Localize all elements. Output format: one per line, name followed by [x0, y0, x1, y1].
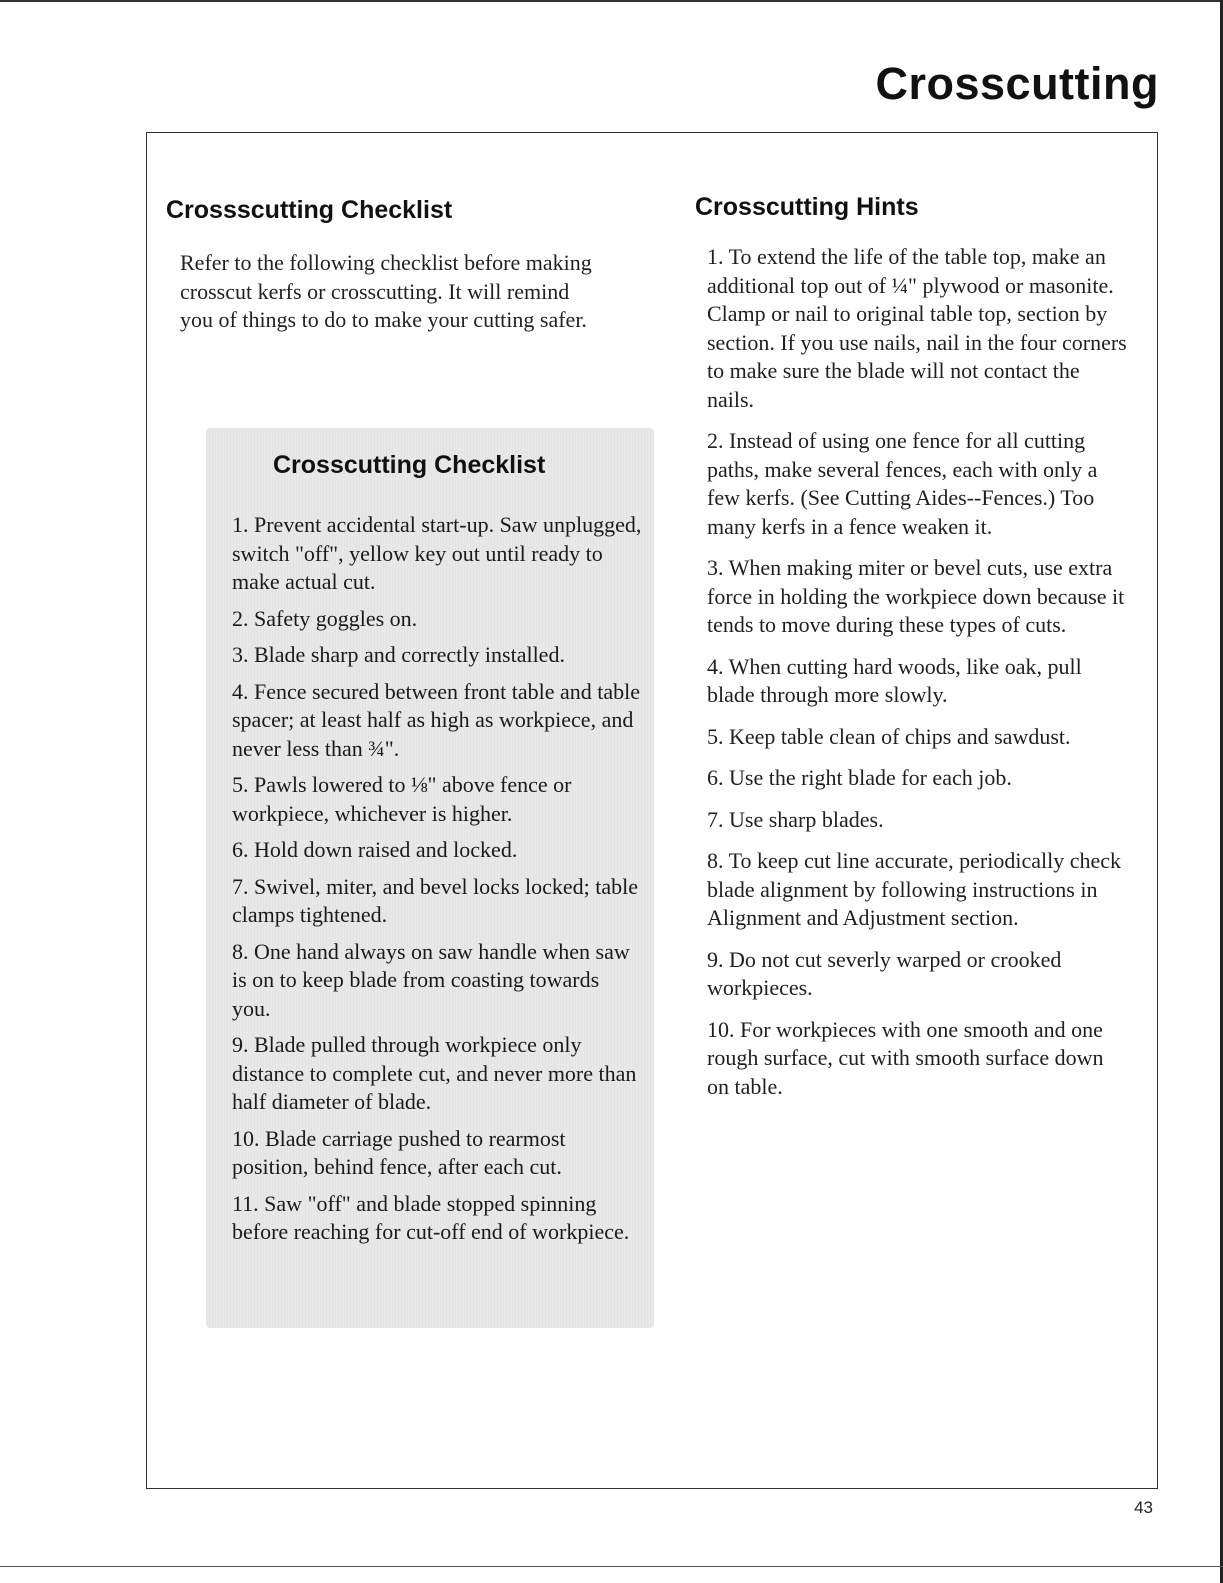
checklist-item: 2. Safety goggles on. — [232, 605, 418, 631]
hint-item: 3. When making miter or bevel cuts, use extra force in holding the workpiece down because it tends to move during these types of cuts. — [707, 555, 1125, 637]
hint-item: 10. For workpieces with one smooth and one rough surface, cut with smooth surface down on table. — [707, 1016, 1104, 1099]
checklist-item: 11. Saw "off" and blade stopped spinning before reaching for cut-off end of workpiece. — [232, 1190, 630, 1244]
hint-item: 2. Instead of using one fence for all cutting paths, make several fences, each with only a few kerfs. (See Cutting Aides--Fences.) Too many kerfs in a fence weaken it. — [707, 428, 1098, 539]
top-rule — [0, 0, 1223, 2]
hint-item: 7. Use sharp blades. — [707, 806, 884, 832]
hint-item: 9. Do not cut severly warped or crooked workpieces. — [707, 946, 1062, 1000]
hint-item: 6. Use the right blade for each job. — [707, 765, 1012, 790]
checklist-section-heading: Crossscutting Checklist — [166, 196, 453, 224]
checklist-item: 6. Hold down raised and locked. — [232, 837, 518, 862]
checklist-item: 9. Blade pulled through workpiece only distance to complete cut, and never more than half diameter of blade. — [232, 1032, 637, 1114]
checklist-item: 4. Fence secured between front table and table spacer; at least half as high as workpiece, and never less than ¾". — [232, 678, 641, 761]
hint-item: 1. To extend the life of the table top, make an additional top out of ¼" plywood or masonite. Clamp or nail to original table top, section by section. If you use nails, nail in the four corners to make sure the blade will not contact the nails. — [707, 244, 1127, 412]
hint-item: 8. To keep cut line accurate, periodically check blade alignment by following instructions in Alignment and Adjustment section. — [707, 848, 1122, 930]
hint-item: 4. When cutting hard woods, like oak, pull blade through more slowly. — [707, 653, 1082, 707]
checklist-item: 7. Swivel, miter, and bevel locks locked; table clamps tightened. — [232, 873, 639, 927]
hint-item: 5. Keep table clean of chips and sawdust. — [707, 723, 1071, 749]
checklist-item: 3. Blade sharp and correctly installed. — [232, 642, 565, 667]
page-title: Crosscutting — [875, 58, 1159, 109]
checklist-item: 8. One hand always on saw handle when saw is on to keep blade from coasting towards you. — [232, 938, 630, 1021]
checklist-box-title: Crosscutting Checklist — [273, 451, 546, 479]
hints-section-heading: Crosscutting Hints — [695, 193, 919, 221]
checklist-items — [232, 511, 642, 1255]
checklist-item: 10. Blade carriage pushed to rearmost position, behind fence, after each cut. — [232, 1125, 566, 1179]
hints-list — [707, 243, 1127, 1114]
checklist-intro-paragraph: Refer to the following checklist before making crosscut kerfs or crosscutting. It will remind you of things to do to make your cutting safer. — [180, 250, 592, 332]
bottom-rule — [0, 1566, 1223, 1567]
checklist-item: 1. Prevent accidental start-up. Saw unplugged, switch "off", yellow key out until ready to make actual cut. — [232, 512, 642, 594]
checklist-item: 5. Pawls lowered to ⅛" above fence or workpiece, whichever is higher. — [232, 772, 572, 826]
page-number: 43 — [1134, 1498, 1153, 1517]
